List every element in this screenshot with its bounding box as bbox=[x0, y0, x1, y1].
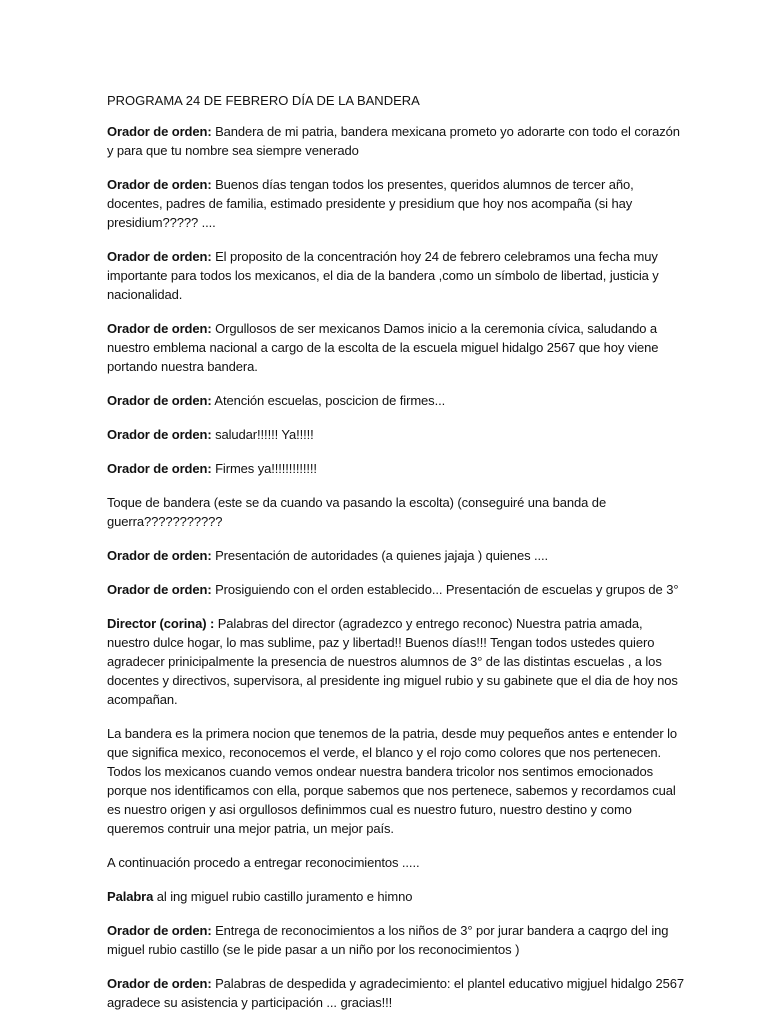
paragraph-15 bbox=[107, 921, 687, 959]
paragraph-text: A continuación procedo a entregar reconocimientos ..... bbox=[107, 855, 420, 870]
paragraph-text: Bandera de mi patria, bandera mexicana prometo yo adorarte con todo el corazón y para que tu nombre sea siempre venerado bbox=[107, 124, 680, 158]
paragraph-text: Atención escuelas, poscicion de firmes... bbox=[211, 393, 446, 408]
paragraph-text: El proposito de la concentración hoy 24 de febrero celebramos una fecha muy importante para todos los mexicanos, el dia de la bandera ,como un símbolo de libertad, justicia y nacionalidad. bbox=[107, 249, 659, 302]
speaker-label: Orador de orden: bbox=[107, 582, 212, 597]
paragraph-8 bbox=[107, 493, 687, 531]
paragraph-text: La bandera es la primera nocion que tenemos de la patria, desde muy pequeños antes e entender lo que significa mexico, reconocemos el verde, el blanco y el rojo como colores que nos pertenecen. Todos los mexicanos cuando vemos ondear nuestra bandera tricolor nos sentimos emocionados porque nos identificamos con ella, porque sabemos que nos pertenece, sabemos y recordamos cual es nuestro origen y asi orgullosos definimmos cual es nuestro futuro, nuestro destino y como queremos contruir una mejor patria, un mejor país. bbox=[107, 726, 678, 836]
paragraph-text: Palabras de despedida y agradecimiento: el plantel educativo migjuel hidalgo 2567 agradece su asistencia y participación ... gracias!!! bbox=[107, 976, 684, 1010]
paragraph-2 bbox=[107, 175, 687, 232]
paragraph-7 bbox=[107, 459, 687, 478]
paragraph-12 bbox=[107, 724, 687, 838]
paragraph-14 bbox=[107, 887, 687, 906]
paragraph-text: Toque de bandera (este se da cuando va pasando la escolta) (conseguiré una banda de guerra??????????? bbox=[107, 495, 607, 529]
speaker-label: Director (corina) : bbox=[107, 616, 215, 631]
paragraph-text: Prosiguiendo con el orden establecido... Presentación de escuelas y grupos de 3° bbox=[211, 582, 679, 597]
speaker-label: Orador de orden: bbox=[107, 427, 212, 442]
paragraph-11 bbox=[107, 614, 687, 709]
paragraph-5 bbox=[107, 391, 687, 410]
paragraph-text: Presentación de autoridades (a quienes jajaja ) quienes .... bbox=[211, 548, 549, 563]
paragraph-text: Palabras del director (agradezco y entrego reconoc) Nuestra patria amada, nuestro dulce hogar, lo mas sublime, paz y libertad!! Buenos días!!! Tengan todos ustedes quiero agradecer prinicipalmente la presencia de nuestros alumnos de 3° de las distintas escuelas , a los docentes y directivos, supervisora, al presidente ing miguel rubio y su gabinete que el dia de hoy nos acompañan. bbox=[107, 616, 678, 707]
speaker-label: Orador de orden: bbox=[107, 976, 212, 991]
paragraph-9 bbox=[107, 546, 687, 565]
speaker-label: Orador de orden: bbox=[107, 923, 212, 938]
document-title: PROGRAMA 24 DE FEBRERO DÍA DE LA BANDERA bbox=[107, 93, 420, 108]
speaker-label: Orador de orden: bbox=[107, 124, 212, 139]
paragraph-6 bbox=[107, 425, 687, 444]
speaker-label: Orador de orden: bbox=[107, 461, 212, 476]
paragraph-text: Buenos días tengan todos los presentes, queridos alumnos de tercer año, docentes, padres de familia, estimado presidente y presidium que hoy nos acompaña (si hay presidium????? .... bbox=[107, 177, 634, 230]
paragraph-3 bbox=[107, 247, 687, 304]
speaker-label: Orador de orden: bbox=[107, 321, 212, 336]
paragraph-4 bbox=[107, 319, 687, 376]
paragraph-16 bbox=[107, 974, 687, 1012]
speaker-label: Orador de orden: bbox=[107, 393, 212, 408]
paragraph-text: Orgullosos de ser mexicanos Damos inicio a la ceremonia cívica, saludando a nuestro emblema nacional a cargo de la escolta de la escuela miguel hidalgo 2567 que hoy viene portando nuestra bandera. bbox=[107, 321, 659, 374]
speaker-label: Orador de orden: bbox=[107, 548, 212, 563]
speaker-label: Palabra bbox=[107, 889, 154, 904]
paragraph-13 bbox=[107, 853, 687, 872]
speaker-label: Orador de orden: bbox=[107, 249, 212, 264]
paragraph-text: Firmes ya!!!!!!!!!!!!! bbox=[211, 461, 317, 476]
paragraph-text: saludar!!!!!! Ya!!!!! bbox=[211, 427, 314, 442]
paragraph-10 bbox=[107, 580, 687, 599]
paragraph-text: al ing miguel rubio castillo juramento e himno bbox=[153, 889, 413, 904]
speaker-label: Orador de orden: bbox=[107, 177, 212, 192]
paragraph-text: Entrega de reconocimientos a los niños de 3° por jurar bandera a caqrgo del ing miguel rubio castillo (se le pide pasar a un niño por los reconocimientos ) bbox=[107, 923, 669, 957]
paragraph-1 bbox=[107, 122, 687, 160]
document-page bbox=[107, 91, 687, 1027]
